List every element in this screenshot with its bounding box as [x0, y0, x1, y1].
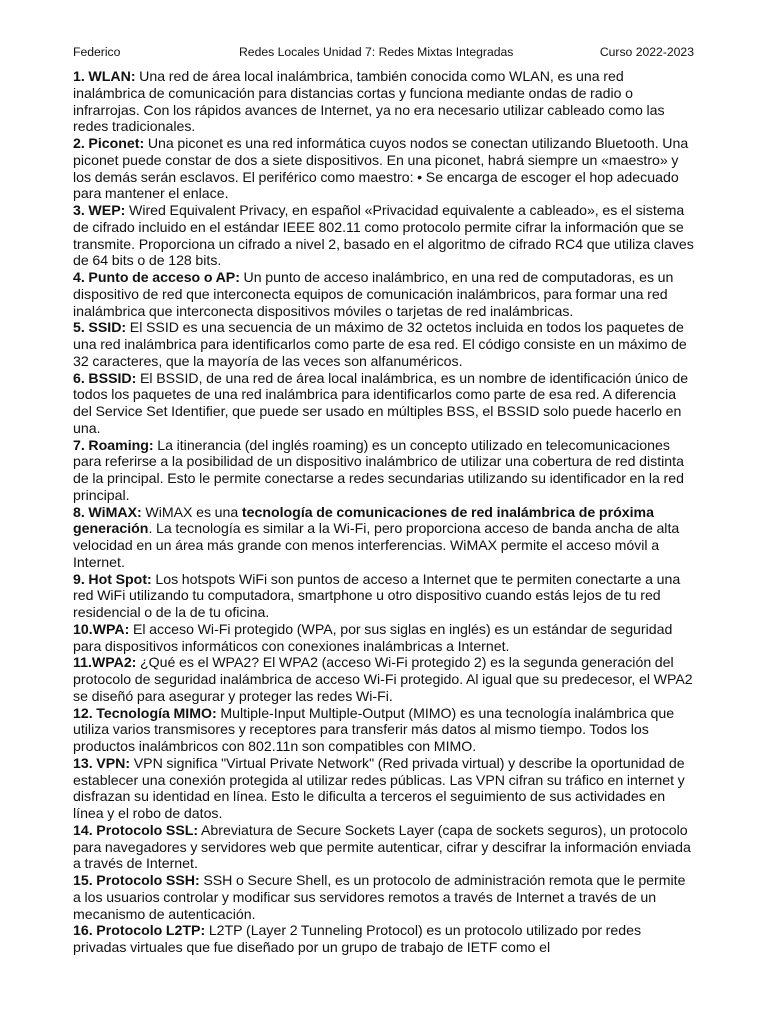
entry-text: El SSID es una secuencia de un máximo de 32 octetos incluida en todos los paquetes de una red inalámbrica para identificarlos como parte de esa red. El código consiste en un máximo de 32 caracteres, que la mayoría de las veces son alfanuméricos.: [73, 319, 687, 369]
entry-emphasis: tecnología de comunicaciones de red inalámbrica de próxima generación: [73, 503, 654, 537]
entry-wlan: [73, 68, 694, 135]
entry-wep: [73, 202, 694, 269]
entry-term: 3. WEP:: [73, 202, 126, 218]
entry-ssh: [73, 872, 694, 922]
entry-text: SSH o Secure Shell, es un protocolo de administración remota que le permite a los usuarios controlar y modificar sus servidores remotos a través de Internet a través de un mecanismo de autenticación.: [73, 872, 686, 922]
entry-term: 14. Protocolo SSL:: [73, 821, 199, 838]
entry-text: ¿Qué es el WPA2? El WPA2 (acceso Wi-Fi protegido 2) es la segunda generación del protocolo de seguridad inalámbrica de acceso Wi-Fi protegido. Al igual que su predecesor, el WPA2 se diseñó para asegurar y proteger las redes Wi-Fi.: [73, 654, 693, 704]
entry-wpa2: [73, 654, 694, 704]
header-author: Federico: [73, 45, 121, 59]
entry-text-before: WiMAX es una: [141, 503, 242, 520]
entry-vpn: [73, 755, 694, 822]
header-course: Curso 2022-2023: [599, 45, 694, 59]
entry-ssid: [73, 319, 694, 369]
entry-access-point: [73, 269, 694, 319]
entry-mimo: [73, 705, 694, 755]
entry-text: VPN significa "Virtual Private Network" (Red privada virtual) y describe la oportunidad de establecer una conexión protegida al utilizar redes públicas. Las VPN cifran su tráfico en internet y disfrazan su identidad en línea. Esto le dificulta a terceros el seguimiento de sus actividades en línea y el robo de datos.: [73, 754, 685, 821]
entry-term: 15. Protocolo SSH:: [73, 872, 200, 888]
entry-term: 4. Punto de acceso o AP:: [73, 269, 240, 285]
entry-term: 13. VPN:: [73, 754, 131, 771]
entry-term: 10.WPA:: [73, 620, 130, 637]
glossary-list: [73, 68, 694, 956]
entry-term: 2. Piconet:: [73, 135, 145, 151]
entry-text: Un punto de acceso inalámbrico, en una red de computadoras, es un dispositivo de red que interconecta equipos de comunicación inalámbricos, para formar una red inalámbrica que interconecta dispositivos móviles o tarjetas de red inalámbricas.: [73, 269, 674, 319]
entry-wpa: [73, 621, 694, 655]
entry-text: Abreviatura de Secure Sockets Layer (capa de sockets seguros), un protocolo para navegadores y servidores web que permite autenticar, cifrar y descifrar la información enviada a través de Internet.: [73, 821, 691, 872]
entry-text: La itinerancia (del inglés roaming) es un concepto utilizado en telecomunicaciones para referirse a la posibilidad de un dispositivo inalámbrico de utilizar una cobertura de red distinta de la principal. Esto le permite conectarse a redes secundarias utilizando su identificador en la red principal.: [73, 436, 684, 503]
entry-text: El acceso Wi-Fi protegido (WPA, por sus siglas en inglés) es un estándar de seguridad para dispositivos informáticos con conexiones inalámbricas a Internet.: [73, 620, 673, 654]
entry-term: 11.WPA2:: [73, 654, 137, 671]
entry-text: Una piconet es una red informática cuyos nodos se conectan utilizando Bluetooth. Una piconet puede constar de dos a siete dispositivos. En una piconet, habrá siempre un «maestro» y los demás serán esclavos. El periférico como maestro: • Se encarga de escoger el hop adecuado para mantener el enlace.: [73, 135, 689, 202]
entry-piconet: [73, 135, 694, 202]
entry-term: 9. Hot Spot:: [73, 570, 152, 587]
entry-l2tp: [73, 922, 694, 956]
entry-text: El BSSID, de una red de área local inalámbrica, es un nombre de identificación único de todos los paquetes de una red inalámbrica para identificarlos como parte de esa red. A diferencia del Service Set Identifier, que puede ser usado en múltiples BSS, el BSSID solo puede hacerlo en una.: [73, 369, 689, 436]
entry-wimax: [73, 504, 694, 571]
entry-term: 12. Tecnología MIMO:: [73, 704, 217, 721]
entry-text: Una red de área local inalámbrica, también conocida como WLAN, es una red inalámbrica de comunicación para distancias cortas y funciona mediante ondas de radio o infrarrojas. Con los rápidos avances de Internet, ya no era necesario utilizar cableado como las redes tradicionales.: [73, 68, 665, 135]
entry-hotspot: [73, 571, 694, 621]
entry-term: 6. BSSID:: [73, 369, 137, 386]
entry-text: Multiple-Input Multiple-Output (MIMO) es una tecnología inalámbrica que utiliza varios transmisores y receptores para transferir más datos al mismo tiempo. Todos los productos inalámbricos con 802.11n son compatibles con MIMO.: [73, 704, 675, 754]
entry-term: 1. WLAN:: [73, 68, 136, 84]
page-header: [73, 44, 694, 60]
entry-term: 8. WiMAX:: [73, 503, 142, 520]
entry-term: 7. Roaming:: [73, 436, 154, 453]
entry-text: Wired Equivalent Privacy, en español «Privacidad equivalente a cableado», es el sistema de cifrado incluido en el estándar IEEE 802.11 como protocolo permite cifrar la información que se transmite. Proporciona un cifrado a nivel 2, basado en el algoritmo de cifrado RC4 que utiliza claves de 64 bits o de 128 bits.: [73, 202, 694, 269]
entry-term: 16. Protocolo L2TP:: [73, 922, 206, 939]
entry-ssl: [73, 822, 694, 872]
entry-term: 5. SSID:: [73, 319, 127, 336]
entry-text: . La tecnología es similar a la Wi-Fi, pero proporciona acceso de banda ancha de alta velocidad en un área más grande con menos interferencias. WiMAX permite el acceso móvil a Internet.: [73, 520, 680, 570]
entry-roaming: [73, 437, 694, 504]
entry-bssid: [73, 370, 694, 437]
entry-text: L2TP (Layer 2 Tunneling Protocol) es un protocolo utilizado por redes privadas virtuales que fue diseñado por un grupo de trabajo de IETF como el: [73, 922, 642, 955]
entry-text: Los hotspots WiFi son puntos de acceso a Internet que te permiten conectarte a una red WiFi utilizando tu computadora, smartphone u otro dispositivo cuando estás lejos de tu red residencial o de la de tu oficina.: [73, 570, 681, 620]
header-title: Redes Locales Unidad 7: Redes Mixtas Integradas: [239, 45, 514, 59]
